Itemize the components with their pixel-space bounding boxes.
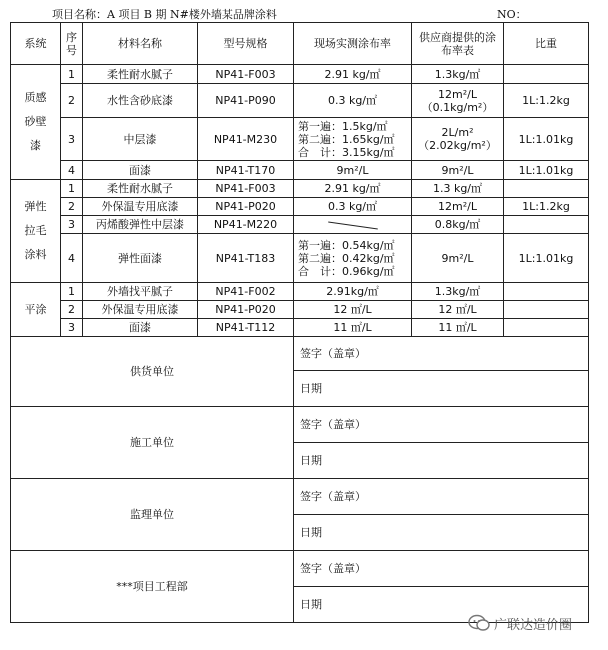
material-name: 柔性耐水腻子 xyxy=(83,180,198,198)
model-spec: NP41-F003 xyxy=(198,65,294,84)
diagonal-line xyxy=(328,221,378,229)
material-name: 水性含砂底漆 xyxy=(83,84,198,118)
column-header: 材料名称 xyxy=(83,23,198,65)
table-row xyxy=(11,84,589,118)
material-name: 弹性面漆 xyxy=(83,234,198,283)
signoff-unit: 供货单位 xyxy=(11,337,294,407)
column-header: 现场实测涂布率 xyxy=(294,23,412,65)
model-spec: NP41-F003 xyxy=(198,180,294,198)
specific-gravity: 1L:1.2kg xyxy=(504,198,589,216)
field-rate: 2.91kg/㎡ xyxy=(294,283,412,301)
table-row xyxy=(11,198,589,216)
signoff-row xyxy=(11,479,589,515)
field-rate: 0.3 kg/㎡ xyxy=(294,84,412,118)
model-spec: NP41-F002 xyxy=(198,283,294,301)
date-field[interactable]: 日期 xyxy=(294,443,589,479)
signoff-unit: 监理单位 xyxy=(11,479,294,551)
material-name: 中层漆 xyxy=(83,118,198,161)
system-cell: 平涂 xyxy=(11,283,61,337)
signature-field[interactable]: 签字（盖章） xyxy=(294,551,589,587)
signature-field[interactable]: 签字（盖章） xyxy=(294,337,589,371)
model-spec: NP41-M230 xyxy=(198,118,294,161)
row-number: 4 xyxy=(61,161,83,180)
supplier-rate: 12m²/L xyxy=(412,198,504,216)
table-row xyxy=(11,65,589,84)
wechat-icon xyxy=(468,614,490,632)
model-spec: NP41-P090 xyxy=(198,84,294,118)
coating-rate-table xyxy=(10,22,589,623)
row-number: 2 xyxy=(61,84,83,118)
signature-field[interactable]: 签字（盖章） xyxy=(294,407,589,443)
row-number: 3 xyxy=(61,319,83,337)
table-row xyxy=(11,118,589,161)
field-rate: 11 ㎡/L xyxy=(294,319,412,337)
material-name: 外墙找平腻子 xyxy=(83,283,198,301)
signoff-unit: 施工单位 xyxy=(11,407,294,479)
document-header xyxy=(0,0,608,22)
table-row xyxy=(11,180,589,198)
supplier-rate: 9m²/L xyxy=(412,234,504,283)
supplier-rate: 1.3 kg/㎡ xyxy=(412,180,504,198)
column-header: 比重 xyxy=(504,23,589,65)
specific-gravity xyxy=(504,65,589,84)
specific-gravity xyxy=(504,319,589,337)
specific-gravity xyxy=(504,180,589,198)
table-row xyxy=(11,161,589,180)
column-header: 供应商提供的涂布率表 xyxy=(412,23,504,65)
column-header: 序号 xyxy=(61,23,83,65)
row-number: 2 xyxy=(61,198,83,216)
row-number: 4 xyxy=(61,234,83,283)
supplier-rate: 2L/m² （2.02kg/m²） xyxy=(412,118,504,161)
model-spec: NP41-T112 xyxy=(198,319,294,337)
date-field[interactable]: 日期 xyxy=(294,587,589,623)
model-spec: NP41-T183 xyxy=(198,234,294,283)
specific-gravity xyxy=(504,283,589,301)
table-row xyxy=(11,301,589,319)
watermark-text: 广联达造价圈 xyxy=(494,617,573,633)
field-rate: 0.3 kg/㎡ xyxy=(294,198,412,216)
signoff-row xyxy=(11,551,589,587)
table-row xyxy=(11,234,589,283)
material-name: 面漆 xyxy=(83,319,198,337)
table-row xyxy=(11,283,589,301)
row-number: 1 xyxy=(61,180,83,198)
column-header: 型号规格 xyxy=(198,23,294,65)
field-rate: 12 ㎡/L xyxy=(294,301,412,319)
specific-gravity: 1L:1.01kg xyxy=(504,161,589,180)
date-field[interactable]: 日期 xyxy=(294,371,589,407)
supplier-rate: 9m²/L xyxy=(412,161,504,180)
material-name: 外保温专用底漆 xyxy=(83,301,198,319)
row-number: 1 xyxy=(61,283,83,301)
row-number: 2 xyxy=(61,301,83,319)
field-rate: 2.91 kg/㎡ xyxy=(294,65,412,84)
model-spec: NP41-T170 xyxy=(198,161,294,180)
supplier-rate: 1.3kg/㎡ xyxy=(412,65,504,84)
signature-field[interactable]: 签字（盖章） xyxy=(294,479,589,515)
table-row xyxy=(11,319,589,337)
row-number: 3 xyxy=(61,216,83,234)
field-rate: 第一遍：0.54kg/㎡ 第二遍：0.42kg/㎡ 合 计：0.96kg/㎡ xyxy=(294,234,412,283)
field-rate-empty xyxy=(294,216,412,234)
model-spec: NP41-P020 xyxy=(198,198,294,216)
supplier-rate: 11 ㎡/L xyxy=(412,319,504,337)
specific-gravity: 1L:1.01kg xyxy=(504,234,589,283)
field-rate: 第一遍：1.5kg/㎡ 第二遍：1.65kg/㎡ 合 计：3.15kg/㎡ xyxy=(294,118,412,161)
supplier-rate: 1.3kg/㎡ xyxy=(412,283,504,301)
field-rate: 2.91 kg/㎡ xyxy=(294,180,412,198)
date-field[interactable]: 日期 xyxy=(294,515,589,551)
material-name: 面漆 xyxy=(83,161,198,180)
field-rate: 9m²/L xyxy=(294,161,412,180)
system-cell: 质感 砂壁 漆 xyxy=(11,65,61,180)
row-number: 3 xyxy=(61,118,83,161)
specific-gravity: 1L:1.01kg xyxy=(504,118,589,161)
supplier-rate: 0.8kg/㎡ xyxy=(412,216,504,234)
system-cell: 弹性 拉毛 涂料 xyxy=(11,180,61,283)
material-name: 丙烯酸弹性中层漆 xyxy=(83,216,198,234)
specific-gravity: 1L:1.2kg xyxy=(504,84,589,118)
specific-gravity xyxy=(504,216,589,234)
model-spec: NP41-M220 xyxy=(198,216,294,234)
table-row xyxy=(11,216,589,234)
supplier-rate: 12 ㎡/L xyxy=(412,301,504,319)
supplier-rate: 12m²/L （0.1kg/m²） xyxy=(412,84,504,118)
row-number: 1 xyxy=(61,65,83,84)
material-name: 柔性耐水腻子 xyxy=(83,65,198,84)
material-name: 外保温专用底漆 xyxy=(83,198,198,216)
watermark xyxy=(468,610,598,636)
model-spec: NP41-P020 xyxy=(198,301,294,319)
specific-gravity xyxy=(504,301,589,319)
project-title: 项目名称：A 项目 B 期 N#楼外墙某品牌涂料 xyxy=(52,8,277,21)
signoff-unit: ***项目工程部 xyxy=(11,551,294,623)
column-header: 系统 xyxy=(11,23,61,65)
table-header-row xyxy=(11,23,589,65)
document-number-label: NO： xyxy=(497,8,527,21)
signoff-row xyxy=(11,337,589,371)
signoff-row xyxy=(11,407,589,443)
